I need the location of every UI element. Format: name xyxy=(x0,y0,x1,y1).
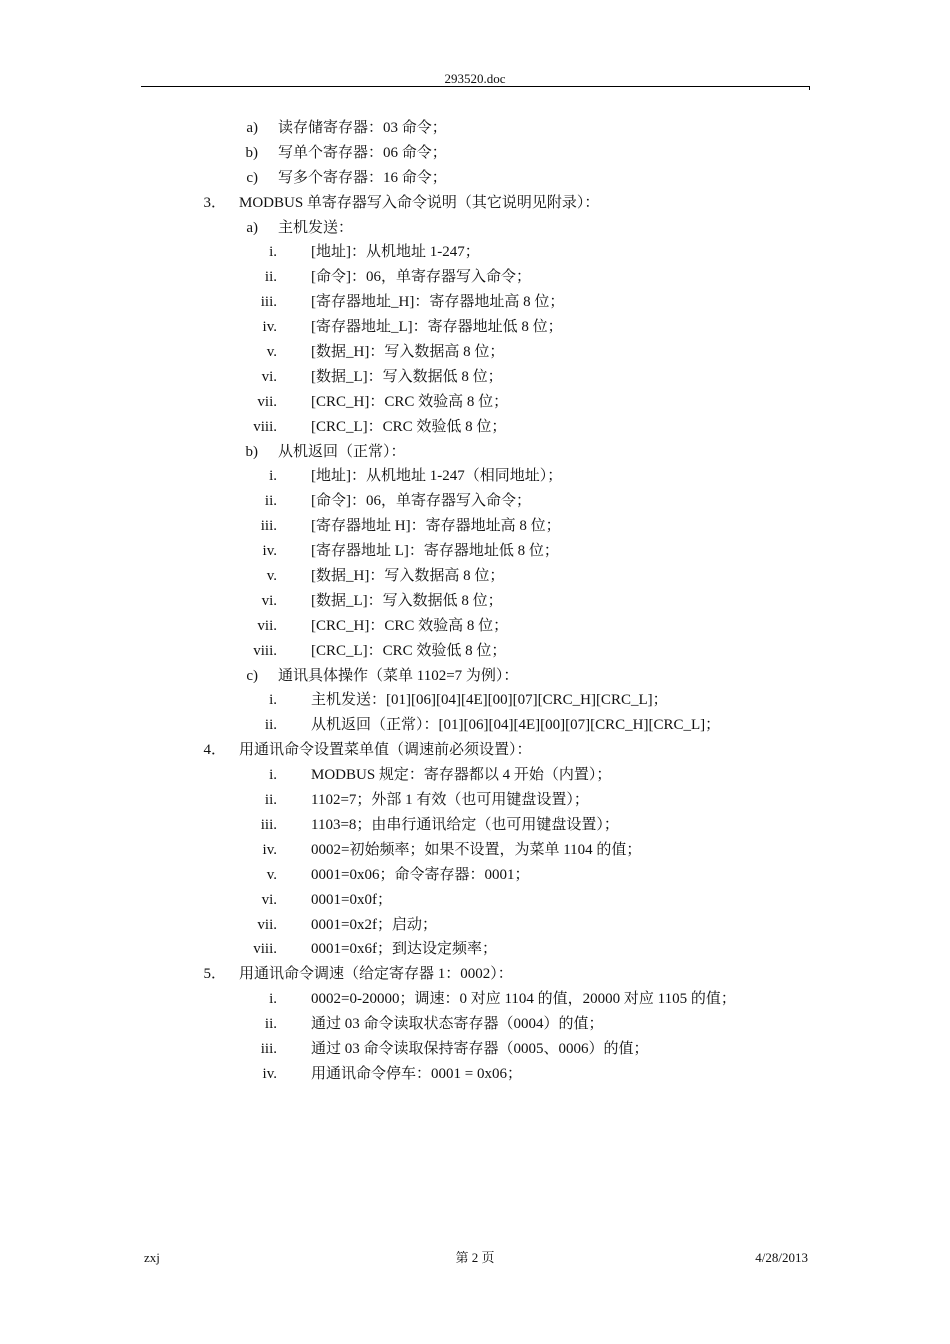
list-item-text: 用通讯命令停车：0001 = 0x06； xyxy=(311,1065,522,1082)
list-item-marker: v. xyxy=(266,866,277,883)
list-item-marker: vii. xyxy=(257,916,277,933)
footer-page-number: 第 2 页 xyxy=(455,1250,495,1265)
list-item xyxy=(0,1062,950,1087)
list-item xyxy=(0,240,950,265)
list-item-marker: vii. xyxy=(257,617,277,634)
list-item-text: 0002=0-20000；调速：0 对应 1104 的值，20000 对应 1105 的值； xyxy=(311,991,736,1008)
list-item xyxy=(0,340,950,365)
list-item xyxy=(0,688,950,713)
list-item-text: [寄存器地址 L]：寄存器地址低 8 位； xyxy=(311,543,559,560)
list-item-text: MODBUS 规定：寄存器都以 4 开始（内置）； xyxy=(311,767,612,784)
footer-author: zxj xyxy=(144,1250,160,1265)
list-item-marker: i. xyxy=(269,692,277,709)
list-item-marker: b) xyxy=(245,443,258,460)
list-item xyxy=(0,116,950,141)
list-item-text: 0001=0x2f；启动； xyxy=(311,916,437,933)
list-item-text: 通过 03 命令读取保持寄存器（0005、0006）的值； xyxy=(311,1040,649,1057)
list-item-text: 读存储寄存器：03 命令； xyxy=(278,120,447,136)
list-item xyxy=(0,838,950,863)
list-item-text: 1103=8；由串行通讯给定（也可用键盘设置）； xyxy=(311,816,619,833)
list-item xyxy=(0,440,950,465)
list-item-text: 0001=0x0f； xyxy=(311,891,392,908)
list-item xyxy=(0,1012,950,1037)
list-item-marker: i. xyxy=(269,767,277,784)
list-item-text: 写单个寄存器：06 命令； xyxy=(278,144,447,161)
list-item xyxy=(0,863,950,888)
list-item xyxy=(0,265,950,290)
list-item-marker: 5． xyxy=(203,966,226,983)
list-item-marker: a) xyxy=(246,120,258,136)
list-item xyxy=(0,913,950,938)
list-item-text: [命令]：06，单寄存器写入命令； xyxy=(311,493,531,510)
list-item xyxy=(0,166,950,191)
list-item-marker: iii. xyxy=(260,518,277,535)
list-item xyxy=(0,987,950,1012)
document-header-title: 293520.doc xyxy=(444,71,506,86)
list-item-text: [数据_H]：写入数据高 8 位； xyxy=(311,344,505,361)
list-item-text: [寄存器地址 H]：寄存器地址高 8 位； xyxy=(311,518,561,535)
list-item xyxy=(0,514,950,539)
list-item-text: [CRC_L]：CRC 效验低 8 位； xyxy=(311,642,507,659)
list-item xyxy=(0,464,950,489)
list-item-text: MODBUS 单寄存器写入命令说明（其它说明见附录）： xyxy=(239,194,600,211)
list-item xyxy=(0,390,950,415)
list-item-text: 通过 03 命令读取状态寄存器（0004）的值； xyxy=(311,1016,604,1033)
list-item-text: [寄存器地址_L]：寄存器地址低 8 位； xyxy=(311,319,563,336)
list-item xyxy=(0,763,950,788)
list-item xyxy=(0,415,950,440)
list-item xyxy=(0,489,950,514)
list-item xyxy=(0,191,950,216)
list-item-text: [数据_L]：写入数据低 8 位； xyxy=(311,592,503,609)
list-item-text: 0002=初始频率；如果不设置，为菜单 1104 的值； xyxy=(311,841,642,858)
list-item-marker: b) xyxy=(245,144,258,161)
list-item-marker: i. xyxy=(269,468,277,485)
list-item-text: [地址]：从机地址 1-247； xyxy=(311,244,480,261)
list-item-marker: ii. xyxy=(264,717,277,734)
list-item-text: 主机发送：[01][06][04][4E][00][07][CRC_H][CRC_L]； xyxy=(311,692,668,709)
list-item xyxy=(0,614,950,639)
list-item-text: [数据_L]：写入数据低 8 位； xyxy=(311,368,503,385)
list-item-marker: iii. xyxy=(260,1040,277,1057)
list-item-text: 主机发送： xyxy=(278,219,354,236)
list-item xyxy=(0,937,950,962)
list-item-text: 用通讯命令调速（给定寄存器 1：0002）： xyxy=(239,966,513,983)
list-item-marker: viii. xyxy=(253,941,277,958)
list-item-text: [数据_H]：写入数据高 8 位； xyxy=(311,568,505,585)
list-item-marker: viii. xyxy=(253,642,277,659)
list-item-text: [命令]：06，单寄存器写入命令； xyxy=(311,269,531,286)
list-item-text: [CRC_L]：CRC 效验低 8 位； xyxy=(311,418,507,435)
list-item-marker: iii. xyxy=(260,816,277,833)
list-item xyxy=(0,788,950,813)
list-item-marker: vi. xyxy=(261,368,277,385)
list-item-text: 0001=0x6f；到达设定频率； xyxy=(311,941,497,958)
list-item-marker: c) xyxy=(246,667,258,684)
list-item-marker: iv. xyxy=(262,841,277,858)
list-item-marker: ii. xyxy=(264,792,277,809)
list-item xyxy=(0,713,950,738)
list-item-marker: v. xyxy=(266,568,277,585)
list-item xyxy=(0,888,950,913)
list-item-marker: i. xyxy=(269,244,277,261)
list-item-marker: i. xyxy=(269,991,277,1008)
list-item xyxy=(0,216,950,241)
list-item xyxy=(0,539,950,564)
list-item xyxy=(0,365,950,390)
list-item-marker: iv. xyxy=(262,543,277,560)
list-item-text: [地址]：从机地址 1-247（相同地址）； xyxy=(311,468,563,485)
list-item xyxy=(0,813,950,838)
list-item-marker: vi. xyxy=(261,592,277,609)
list-item xyxy=(0,962,950,987)
list-item-text: 通讯具体操作（菜单 1102=7 为例）： xyxy=(278,667,519,684)
list-item-text: 用通讯命令设置菜单值（调速前必须设置）： xyxy=(239,742,532,759)
list-item xyxy=(0,290,950,315)
list-item-marker: ii. xyxy=(264,1016,277,1033)
list-item-text: 0001=0x06；命令寄存器：0001； xyxy=(311,866,530,883)
list-item xyxy=(0,738,950,763)
list-item-text: 写多个寄存器：16 命令； xyxy=(278,169,447,186)
list-item xyxy=(0,564,950,589)
footer-date: 4/28/2013 xyxy=(755,1250,808,1265)
list-item-marker: a) xyxy=(246,219,258,236)
list-item-marker: 4． xyxy=(203,742,226,759)
list-item xyxy=(0,589,950,614)
list-item xyxy=(0,141,950,166)
list-item-marker: c) xyxy=(246,169,258,186)
list-item-marker: viii. xyxy=(253,418,277,435)
list-item xyxy=(0,639,950,664)
list-item xyxy=(0,1037,950,1062)
list-item-marker: iv. xyxy=(262,1065,277,1082)
list-item-marker: ii. xyxy=(264,269,277,286)
document-body xyxy=(0,116,950,1087)
list-item-marker: ii. xyxy=(264,493,277,510)
header-divider-tick xyxy=(809,86,810,90)
list-item-text: 从机返回（正常）： xyxy=(278,443,406,460)
list-item-text: 从机返回（正常）：[01][06][04][4E][00][07][CRC_H][CRC_L]； xyxy=(311,717,721,734)
list-item-text: [CRC_H]：CRC 效验高 8 位； xyxy=(311,393,509,410)
header-divider xyxy=(141,86,809,87)
list-item-marker: iii. xyxy=(260,294,277,311)
list-item xyxy=(0,664,950,689)
list-item xyxy=(0,315,950,340)
list-item-text: 1102=7；外部 1 有效（也可用键盘设置）； xyxy=(311,792,589,809)
list-item-marker: v. xyxy=(266,344,277,361)
list-item-marker: iv. xyxy=(262,319,277,336)
list-item-text: [寄存器地址_H]：寄存器地址高 8 位； xyxy=(311,294,565,311)
list-item-marker: vi. xyxy=(261,891,277,908)
list-item-marker: 3． xyxy=(203,194,226,211)
list-item-text: [CRC_H]：CRC 效验高 8 位； xyxy=(311,617,509,634)
list-item-marker: vii. xyxy=(257,393,277,410)
